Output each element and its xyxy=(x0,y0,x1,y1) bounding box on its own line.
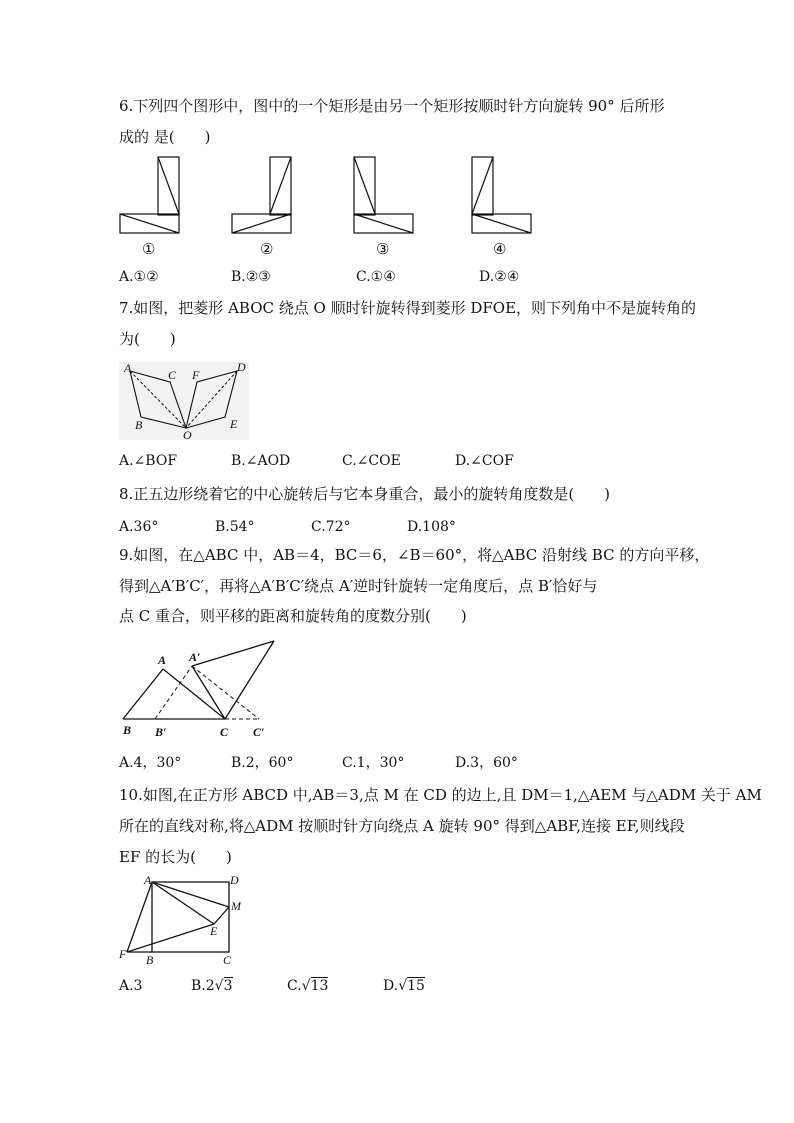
q6-caption-3: ③ xyxy=(376,240,390,258)
q10-option-b[interactable] xyxy=(191,977,233,995)
q9-label-c-prime: C′ xyxy=(253,725,265,739)
q9-stem-line3: 点 C 重合，则平移的距离和旋转角的度数分别( ) xyxy=(119,607,467,625)
q10-option-d[interactable] xyxy=(383,977,425,995)
q10-square-figure xyxy=(119,874,249,966)
q6-stem-line1: 6.下列四个图形中，图中的一个矩形是由另一个矩形按顺时针方向旋转 90° 后所形 xyxy=(119,97,665,115)
q10-stem-line3: EF 的长为( ) xyxy=(119,848,232,866)
q10-square-abcd xyxy=(152,882,229,952)
q8-option-d[interactable]: D.108° xyxy=(407,519,456,535)
q9-translation-figure xyxy=(119,636,279,742)
q10-label-d: D xyxy=(230,873,239,887)
q8-stem-line1: 8.正五边形绕着它的中心旋转后与它本身重合，最小的旋转角度数是( ) xyxy=(119,485,611,503)
sqrt-radical-icon: √ xyxy=(214,978,224,994)
q9-option-b[interactable]: B.2，60° xyxy=(231,755,294,771)
q7-label-b: B xyxy=(135,418,143,432)
q10-option-b-radicand: 3 xyxy=(223,978,233,994)
q10-segment-af xyxy=(127,882,152,952)
q6-figure-3 xyxy=(353,156,415,234)
q6-option-b[interactable]: B.②③ xyxy=(231,269,271,285)
q6-figure-4 xyxy=(471,156,533,234)
q7-label-c: C xyxy=(168,368,177,382)
q6-fig1-vertical-diagonal xyxy=(158,157,179,214)
q9-dashed-a1c1 xyxy=(192,666,259,719)
q6-option-c[interactable]: C.①④ xyxy=(356,269,396,285)
q10-label-m: M xyxy=(231,899,241,913)
q10-label-c: C xyxy=(223,953,232,967)
q8-option-a[interactable]: A.36° xyxy=(119,519,159,535)
q9-rotated-top xyxy=(192,641,274,666)
q9-dashed-a1b1 xyxy=(155,666,192,719)
q9-option-c[interactable]: C.1，30° xyxy=(342,755,405,771)
q9-label-b-prime: B′ xyxy=(155,725,167,739)
q9-option-a[interactable]: A.4，30° xyxy=(119,755,182,771)
q7-option-c[interactable]: C.∠COE xyxy=(342,453,401,469)
q7-option-a[interactable]: A.∠BOF xyxy=(119,453,178,469)
q9-segment-ab xyxy=(123,669,163,719)
q10-label-f: F xyxy=(119,947,127,961)
q10-option-b-coef: B.2 xyxy=(191,978,215,994)
q9-segment-a1c xyxy=(192,666,225,719)
q10-stem-line1: 10.如图,在正方形 ABCD 中,AB＝3,点 M 在 CD 的边上,且 DM＝1,△AEM 与△ADM 关于 AM xyxy=(119,786,762,804)
q6-option-a[interactable]: A.①② xyxy=(119,269,159,285)
q7-label-d: D xyxy=(237,360,246,374)
q9-stem-line2: 得到△A′B′C′，再将△A′B′C′绕点 A′逆时针旋转一定角度后，点 B′恰好与 xyxy=(119,577,598,595)
q10-option-c-radicand: 13 xyxy=(310,978,329,994)
q7-stem-line2: 为( ) xyxy=(119,330,176,348)
q6-figure-2 xyxy=(231,156,293,234)
q10-label-a: A xyxy=(144,873,152,887)
q6-fig1-horizontal-diagonal xyxy=(120,214,179,233)
q9-label-b: B xyxy=(123,723,132,737)
q9-stem-line1: 9.如图，在△ABC 中，AB＝4，BC＝6，∠B＝60°，将△ABC 沿射线 BC 的方向平移， xyxy=(119,546,710,564)
q10-option-a[interactable]: A.3 xyxy=(119,978,143,994)
q6-caption-2: ② xyxy=(260,240,274,258)
q6-caption-1: ① xyxy=(142,240,156,258)
q8-option-b[interactable]: B.54° xyxy=(215,519,255,535)
sqrt-radical-icon: √ xyxy=(398,978,408,994)
q6-figure-1 xyxy=(119,156,181,234)
q7-option-d[interactable]: D.∠COF xyxy=(455,453,514,469)
q10-label-e: E xyxy=(210,924,218,938)
q10-segment-ef xyxy=(127,924,214,952)
q10-option-c[interactable] xyxy=(287,977,328,995)
sqrt-radical-icon: √ xyxy=(301,978,311,994)
q10-option-c-prefix: C. xyxy=(287,978,302,994)
q10-option-d-prefix: D. xyxy=(383,978,399,994)
q6-option-d[interactable]: D.②④ xyxy=(479,269,520,285)
q7-label-e: E xyxy=(230,417,238,431)
q10-segment-em xyxy=(214,907,229,924)
q10-label-b: B xyxy=(146,953,154,967)
q9-label-c: C xyxy=(220,725,229,739)
q9-label-a-prime: A′ xyxy=(189,650,201,664)
q7-stem-line1: 7.如图，把菱形 ABOC 绕点 O 顺时针旋转得到菱形 DFOE，则下列角中不是旋转角的 xyxy=(119,299,697,317)
q9-label-a: A xyxy=(158,653,167,667)
q8-option-c[interactable]: C.72° xyxy=(311,519,351,535)
q6-caption-4: ④ xyxy=(493,240,507,258)
q6-stem-line2: 成的 是( ) xyxy=(119,128,211,146)
q7-option-b[interactable]: B.∠AOD xyxy=(231,453,291,469)
q10-segment-am xyxy=(152,882,229,907)
q7-label-o: O xyxy=(183,428,192,442)
q7-label-f: F xyxy=(192,368,200,382)
q10-option-d-radicand: 15 xyxy=(407,978,425,994)
q10-segment-ae xyxy=(152,882,214,924)
q10-stem-line2: 所在的直线对称,将△ADM 按顺时针方向绕点 A 旋转 90° 得到△ABF,连接 EF,则线段 xyxy=(119,817,685,835)
q7-label-a: A xyxy=(124,361,132,375)
q9-option-d[interactable]: D.3，60° xyxy=(455,755,518,771)
q7-rhombus-figure xyxy=(119,362,249,440)
q9-rotated-side xyxy=(225,641,274,719)
